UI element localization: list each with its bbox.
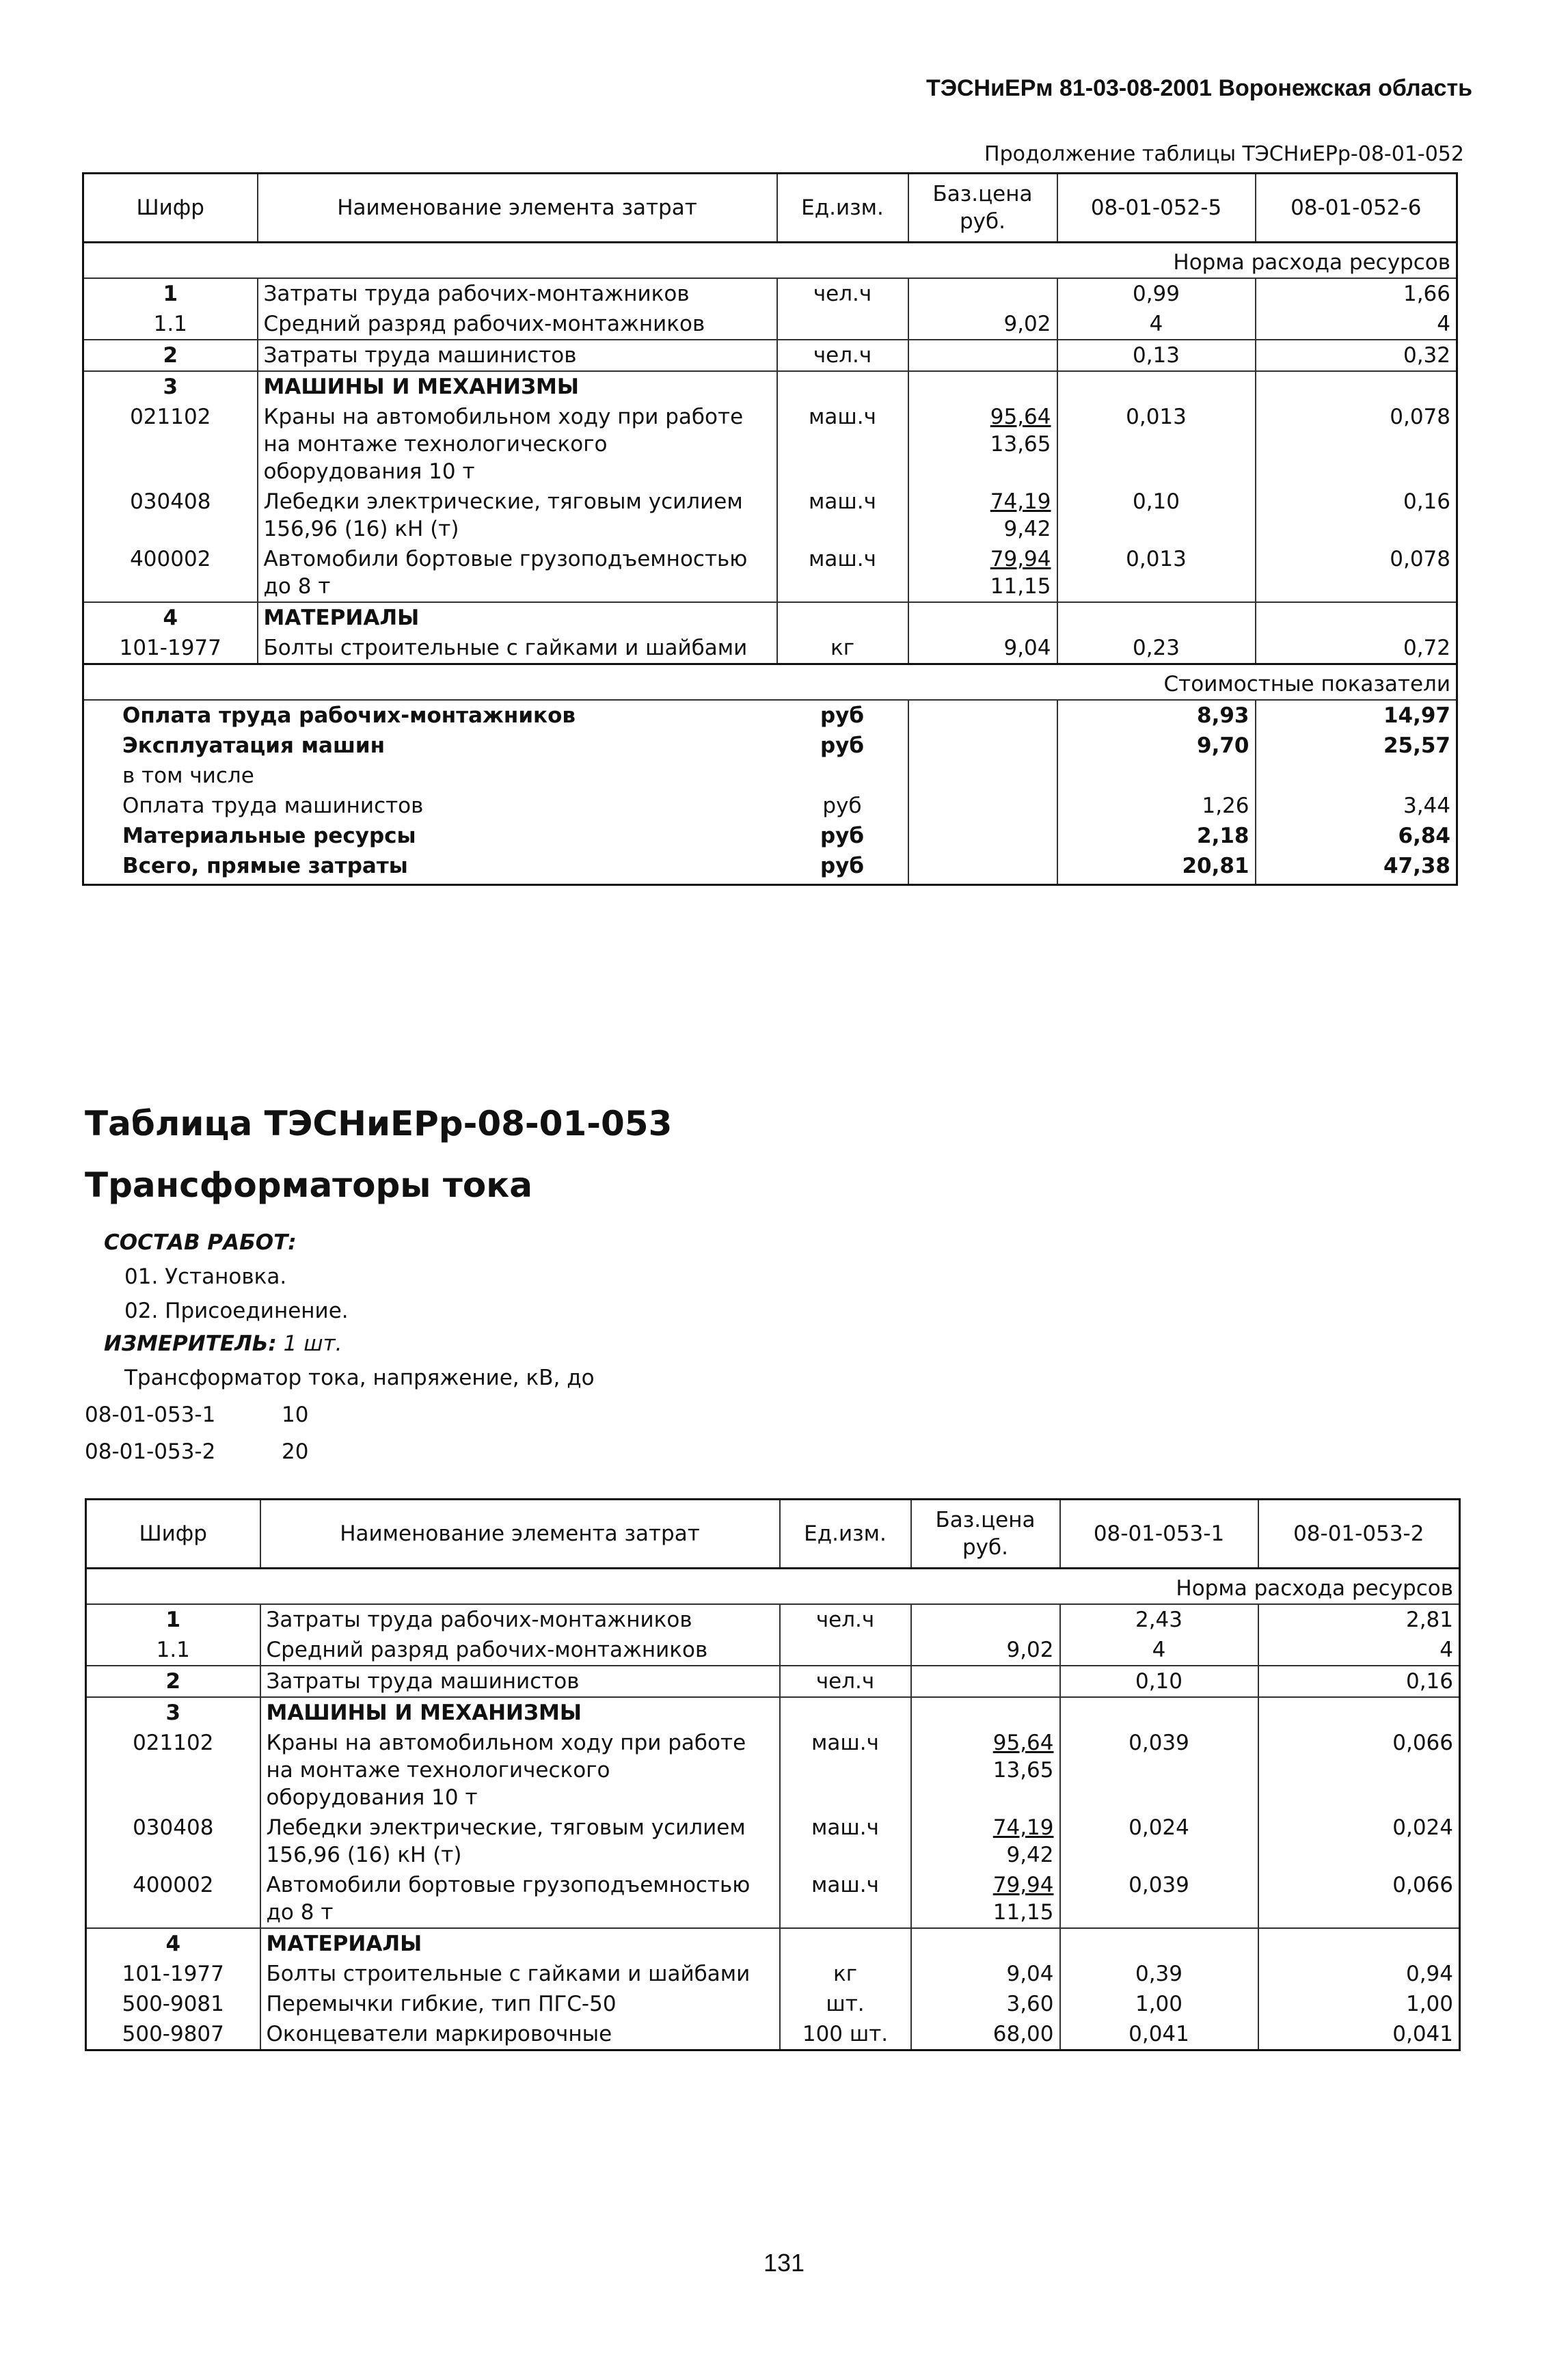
row-norm-2: 4: [1439, 1638, 1453, 1662]
table-row: [86, 1728, 1460, 1813]
machinist-price-value: 9,42: [1003, 517, 1051, 541]
col-norm-2-header: 08-01-053-2: [1258, 1500, 1460, 1569]
table-row: [86, 1635, 1460, 1666]
col-price-header: Баз.цена руб.: [908, 174, 1057, 243]
machinist-price-value: 9,42: [1006, 1843, 1054, 1867]
row-price: [908, 340, 1057, 371]
total-value-1: 1,26: [1057, 791, 1256, 821]
total-unit: [777, 761, 908, 791]
item-code: 08-01-053-1: [85, 1403, 216, 1427]
row-name: МАШИНЫ И МЕХАНИЗМЫ: [260, 1697, 780, 1728]
total-unit: руб: [777, 791, 908, 821]
row-norm-1: 0,39: [1060, 1959, 1258, 1989]
col-norm-1-header: 08-01-053-1: [1060, 1500, 1258, 1569]
table-body: [83, 278, 1457, 664]
total-unit: руб: [777, 731, 908, 761]
row-price: [908, 487, 1057, 544]
machinist-price-value: 11,15: [990, 574, 1051, 599]
row-name: Краны на автомобильном ходу при работе на монтаже технологического оборудования 10 т: [260, 1728, 780, 1813]
price-value: 68,00: [992, 2022, 1054, 2046]
row-price: [911, 2019, 1060, 2050]
total-row: [83, 731, 1457, 761]
total-value-1: [1057, 761, 1256, 791]
row-price: [911, 1870, 1060, 1928]
table-row: [83, 278, 1457, 309]
row-norm-1: [1057, 602, 1256, 633]
row-unit: чел.ч: [777, 278, 908, 309]
table-row: [83, 340, 1457, 371]
row-norm-2: 0,32: [1256, 340, 1457, 371]
col-unit-header: Ед.изм.: [780, 1500, 911, 1569]
row-unit: [777, 602, 908, 633]
row-unit: маш.ч: [777, 402, 908, 487]
row-norm-1: [1060, 1928, 1258, 1959]
row-code: 2: [83, 340, 258, 371]
row-price: [911, 1604, 1060, 1635]
row-price: [911, 1928, 1060, 1959]
row-norm-2: [1258, 1928, 1460, 1959]
price-value: 95,64: [992, 1731, 1054, 1755]
price-value: 9,04: [1003, 636, 1051, 660]
page-number: 131: [763, 2249, 805, 2277]
row-norm-1: 0,99: [1057, 278, 1256, 309]
row-price: [908, 309, 1057, 340]
row-name: Затраты труда рабочих-монтажников: [258, 278, 777, 309]
col-norm-5-header: 08-01-052-5: [1057, 174, 1256, 243]
total-value-2: 25,57: [1383, 733, 1450, 758]
row-price: [908, 633, 1057, 664]
col-price-header: Баз.цена руб.: [911, 1500, 1060, 1569]
row-unit: маш.ч: [777, 487, 908, 544]
price-value: 74,19: [990, 489, 1051, 514]
work-step-2: 02. Присоединение.: [124, 1299, 349, 1323]
row-name: МАТЕРИАЛЫ: [260, 1928, 780, 1959]
total-label: в том числе: [122, 763, 254, 788]
row-norm-1: 4: [1060, 1635, 1258, 1666]
row-unit: маш.ч: [780, 1870, 911, 1928]
row-price: [908, 544, 1057, 602]
total-value-1: 2,18: [1057, 821, 1256, 851]
total-price-empty: [908, 851, 1057, 885]
row-norm-2: [1256, 371, 1457, 402]
price-value: 95,64: [990, 405, 1051, 429]
row-code: 500-9807: [86, 2019, 260, 2050]
row-code: 1.1: [86, 1635, 260, 1666]
row-norm-2: 0,041: [1392, 2022, 1453, 2046]
row-norm-2: 4: [1437, 312, 1450, 336]
table-row: [83, 309, 1457, 340]
row-norm-1: 0,10: [1057, 487, 1256, 544]
price-value: 74,19: [992, 1815, 1054, 1840]
row-name: Краны на автомобильном ходу при работе на монтаже технологического оборудования 10 т: [258, 402, 777, 487]
table-title: Таблица ТЭСНиЕРр-08-01-053: [85, 1104, 673, 1143]
table-row: [86, 1989, 1460, 2019]
row-name: Затраты труда машинистов: [258, 340, 777, 371]
row-norm-1: 0,041: [1060, 2019, 1258, 2050]
table-row: [86, 1604, 1460, 1635]
row-unit: чел.ч: [780, 1666, 911, 1697]
total-label: Оплата труда машинистов: [122, 794, 424, 818]
row-norm-1: 0,13: [1057, 340, 1256, 371]
table-row: [86, 1959, 1460, 1989]
table-subtitle: Трансформаторы тока: [85, 1165, 532, 1205]
cost-caption: Стоимостные показатели: [83, 664, 1457, 701]
row-code: 3: [83, 371, 258, 402]
row-name: Болты строительные с гайками и шайбами: [258, 633, 777, 664]
total-unit: руб: [777, 851, 908, 885]
machinist-price-value: 11,15: [992, 1900, 1054, 1925]
machinist-price-value: 13,65: [990, 432, 1051, 457]
row-unit: [777, 371, 908, 402]
total-price-empty: [908, 821, 1057, 851]
row-price: [911, 1989, 1060, 2019]
resource-table-052: [82, 172, 1458, 886]
meter-label: ИЗМЕРИТЕЛЬ:: [104, 1331, 277, 1356]
table-row: [83, 633, 1457, 664]
row-name: Оконцеватели маркировочные: [260, 2019, 780, 2050]
total-row: [83, 761, 1457, 791]
row-code: 1: [83, 278, 258, 309]
row-name: МАШИНЫ И МЕХАНИЗМЫ: [258, 371, 777, 402]
row-code: 030408: [83, 487, 258, 544]
row-code: 021102: [86, 1728, 260, 1813]
table-row: [83, 544, 1457, 602]
row-unit: маш.ч: [780, 1728, 911, 1813]
meter-value: 1 шт.: [283, 1331, 342, 1356]
row-norm-1: 4: [1057, 309, 1256, 340]
row-code: 1.1: [83, 309, 258, 340]
total-label: Всего, прямые затраты: [122, 854, 408, 878]
row-name: Автомобили бортовые грузоподъемностью до 8 т: [260, 1870, 780, 1928]
item-value: 20: [282, 1439, 309, 1464]
row-code: 3: [86, 1697, 260, 1728]
total-price-empty: [908, 731, 1057, 761]
row-norm-1: [1057, 371, 1256, 402]
col-norm-6-header: 08-01-052-6: [1256, 174, 1457, 243]
row-norm-2: 1,66: [1403, 282, 1450, 306]
total-value-2: 3,44: [1403, 794, 1450, 818]
table-row: [86, 1813, 1460, 1870]
row-norm-2: 0,078: [1390, 405, 1450, 429]
row-norm-2: 0,16: [1403, 489, 1450, 514]
row-norm-1: [1060, 1697, 1258, 1728]
row-price: [908, 602, 1057, 633]
row-price: [911, 1959, 1060, 1989]
row-name: Перемычки гибкие, тип ПГС-50: [260, 1989, 780, 2019]
row-norm-2: [1258, 1697, 1460, 1728]
row-norm-2: 0,024: [1392, 1815, 1453, 1840]
table-row: [83, 487, 1457, 544]
row-norm-2: [1256, 602, 1457, 633]
row-norm-2: 0,078: [1390, 547, 1450, 571]
row-price: [911, 1728, 1060, 1813]
row-code: 4: [86, 1928, 260, 1959]
row-code: 101-1977: [86, 1959, 260, 1989]
total-value-1: 20,81: [1057, 851, 1256, 885]
price-value: 9,02: [1003, 312, 1051, 336]
row-unit: чел.ч: [777, 340, 908, 371]
col-unit-header: Ед.изм.: [777, 174, 908, 243]
table-header-row: [86, 1500, 1460, 1569]
row-code: 101-1977: [83, 633, 258, 664]
table-row: [86, 1697, 1460, 1728]
row-norm-1: 0,23: [1057, 633, 1256, 664]
row-norm-2: 0,066: [1392, 1873, 1453, 1897]
row-unit: [780, 1928, 911, 1959]
table-row: [86, 1928, 1460, 1959]
row-name: МАТЕРИАЛЫ: [258, 602, 777, 633]
row-norm-2: 0,94: [1405, 1962, 1453, 1986]
row-code: 2: [86, 1666, 260, 1697]
total-value-2: [1256, 761, 1457, 791]
row-unit: шт.: [780, 1989, 911, 2019]
row-code: 500-9081: [86, 1989, 260, 2019]
row-norm-1: 0,039: [1060, 1870, 1258, 1928]
total-value-2: 47,38: [1383, 854, 1450, 878]
col-name-header: Наименование элемента затрат: [258, 174, 777, 243]
row-norm-1: 0,013: [1057, 402, 1256, 487]
total-row: [83, 700, 1457, 731]
table-row: [83, 371, 1457, 402]
row-norm-2: 0,066: [1392, 1731, 1453, 1755]
row-price: [911, 1813, 1060, 1870]
total-unit: руб: [777, 700, 908, 731]
row-norm-1: 0,10: [1060, 1666, 1258, 1697]
row-norm-1: 0,024: [1060, 1813, 1258, 1870]
norm-caption: Норма расхода ресурсов: [83, 243, 1457, 279]
total-value-2: 6,84: [1398, 824, 1450, 848]
row-unit: маш.ч: [777, 544, 908, 602]
resource-table-053: [85, 1498, 1461, 2051]
row-unit: маш.ч: [780, 1813, 911, 1870]
table-row: [83, 602, 1457, 633]
row-unit: кг: [777, 633, 908, 664]
continuation-caption: Продолжение таблицы ТЭСНиЕРр-08-01-052: [984, 142, 1464, 166]
row-norm-1: 0,039: [1060, 1728, 1258, 1813]
row-code: 4: [83, 602, 258, 633]
total-price-empty: [908, 791, 1057, 821]
work-composition-label: СОСТАВ РАБОТ:: [104, 1230, 297, 1255]
table-row: [86, 1666, 1460, 1697]
row-norm-2: 1,00: [1405, 1992, 1453, 2016]
total-unit: руб: [777, 821, 908, 851]
row-unit: [780, 1697, 911, 1728]
row-norm-2: 2,81: [1405, 1608, 1453, 1632]
row-code: 400002: [83, 544, 258, 602]
total-row: [83, 851, 1457, 885]
row-name: Средний разряд рабочих-монтажников: [260, 1635, 780, 1666]
table-body: [86, 1604, 1460, 2050]
item-value: 10: [282, 1403, 309, 1427]
price-value: 9,04: [1006, 1962, 1054, 1986]
row-name: Лебедки электрические, тяговым усилием 156,96 (16) кН (т): [258, 487, 777, 544]
row-code: 400002: [86, 1870, 260, 1928]
total-row: [83, 791, 1457, 821]
row-norm-2: 0,72: [1403, 636, 1450, 660]
row-name: Затраты труда рабочих-монтажников: [260, 1604, 780, 1635]
row-name: Автомобили бортовые грузоподъемностью до 8 т: [258, 544, 777, 602]
col-code-header: Шифр: [83, 174, 258, 243]
row-price: [911, 1666, 1060, 1697]
total-label: Эксплуатация машин: [122, 733, 386, 758]
row-norm-1: 1,00: [1060, 1989, 1258, 2019]
row-norm-1: 0,013: [1057, 544, 1256, 602]
row-price: [908, 371, 1057, 402]
row-name: Болты строительные с гайками и шайбами: [260, 1959, 780, 1989]
row-code: 021102: [83, 402, 258, 487]
col-name-header: Наименование элемента затрат: [260, 1500, 780, 1569]
row-price: [911, 1635, 1060, 1666]
totals-block: [83, 700, 1457, 885]
row-price: [911, 1697, 1060, 1728]
total-price-empty: [908, 700, 1057, 731]
row-price: [908, 278, 1057, 309]
total-label: Материальные ресурсы: [122, 824, 416, 848]
table-row: [86, 2019, 1460, 2050]
row-norm-1: 2,43: [1060, 1604, 1258, 1635]
item-code: 08-01-053-2: [85, 1439, 216, 1464]
row-norm-2: 0,16: [1258, 1666, 1460, 1697]
price-value: 79,94: [990, 547, 1051, 571]
price-value: 79,94: [992, 1873, 1054, 1897]
total-value-1: 9,70: [1057, 731, 1256, 761]
total-row: [83, 821, 1457, 851]
row-name: Средний разряд рабочих-монтажников: [258, 309, 777, 340]
table-row: [83, 402, 1457, 487]
total-price-empty: [908, 761, 1057, 791]
machinist-price-value: 13,65: [992, 1758, 1054, 1783]
row-unit: [780, 1635, 911, 1666]
row-price: [908, 402, 1057, 487]
row-code: 1: [86, 1604, 260, 1635]
row-unit: чел.ч: [780, 1604, 911, 1635]
table-row: [86, 1870, 1460, 1928]
row-unit: кг: [780, 1959, 911, 1989]
price-value: 3,60: [1006, 1992, 1054, 2016]
row-name: Лебедки электрические, тяговым усилием 156,96 (16) кН (т): [260, 1813, 780, 1870]
total-value-1: 8,93: [1057, 700, 1256, 731]
total-label: Оплата труда рабочих-монтажников: [122, 703, 576, 728]
price-value: 9,02: [1006, 1638, 1054, 1662]
norm-caption: Норма расхода ресурсов: [86, 1569, 1460, 1605]
row-unit: [777, 309, 908, 340]
row-code: 030408: [86, 1813, 260, 1870]
table-header-row: [83, 174, 1457, 243]
description: Трансформатор тока, напряжение, кВ, до: [124, 1366, 595, 1390]
row-unit: 100 шт.: [780, 2019, 911, 2050]
total-value-2: 14,97: [1383, 703, 1450, 728]
running-header: ТЭСНиЕРм 81-03-08-2001 Воронежская область: [926, 75, 1472, 101]
row-name: Затраты труда машинистов: [260, 1666, 780, 1697]
col-code-header: Шифр: [86, 1500, 260, 1569]
work-step-1: 01. Установка.: [124, 1264, 287, 1289]
